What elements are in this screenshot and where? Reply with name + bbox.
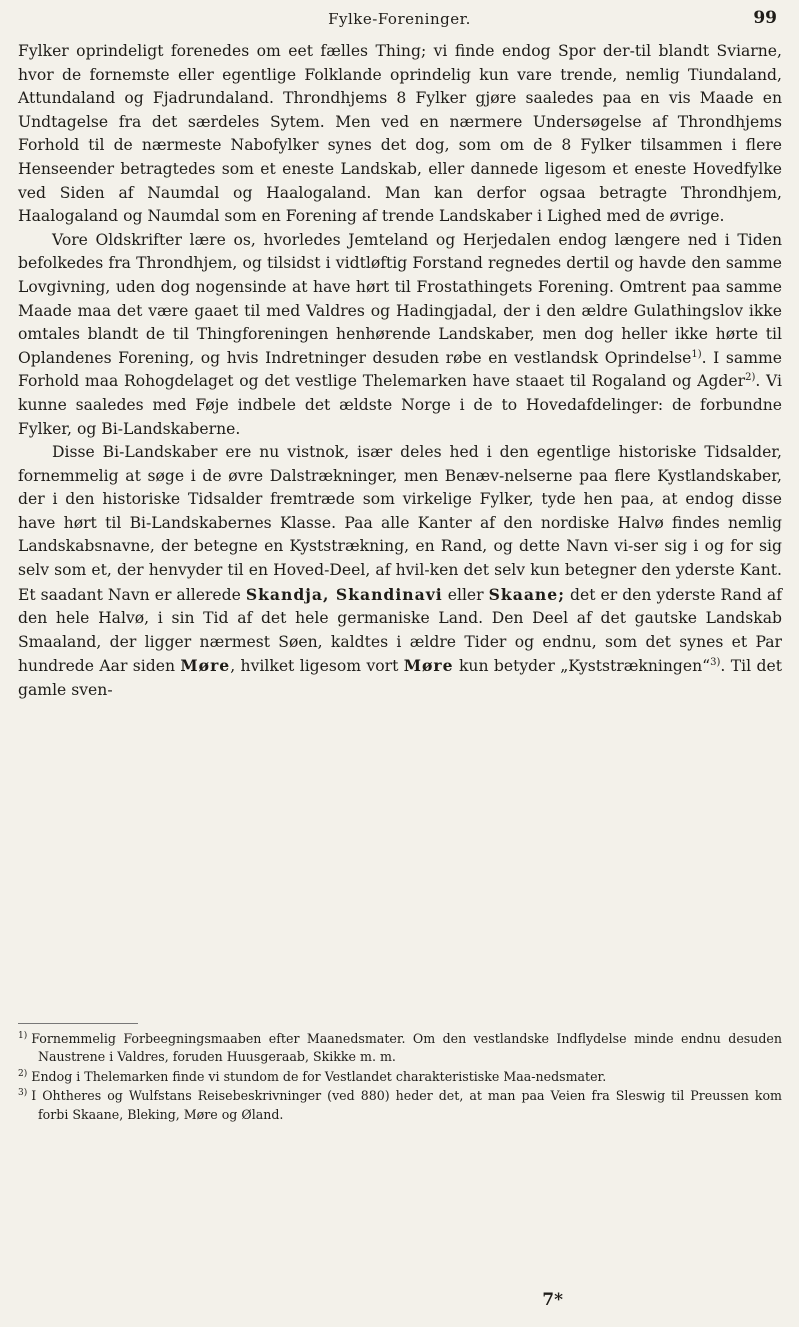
paragraph	[18, 40, 782, 229]
page-header	[0, 6, 799, 34]
footnote-text: Endog i Thelemarken finde vi stundom de for Vestlandet charakteristiske Maa-nedsmater.	[31, 1068, 607, 1084]
paragraph-text: , hvilket ligesom vort	[230, 657, 404, 676]
emphasized-term: Skandja, Skandinavi	[245, 584, 443, 604]
footnote-mark: 1)	[18, 1030, 28, 1041]
footnotes	[18, 1030, 782, 1125]
footnote-mark: 2)	[18, 1068, 28, 1079]
body-text	[18, 40, 782, 703]
paragraph-text: . Vi kunne saaledes med Føje indbele det ældste Norge i de to Hovedafdelinger: de forbundne Fylker, og Bi-Landskaberne.	[18, 372, 783, 438]
paragraph	[18, 441, 782, 703]
paragraph-text: Vore Oldskrifter lære os, hvorledes Jemteland og Herjedalen endog længere ned i Tiden befolkedes fra Throndhjem, og tilsidst i vidtløftig Forstand regnedes dertil og havde den samme Lovgivning, uden dog nogensinde at have hørt til Frostathingets Forening. Omtrent paa samme Maade maa det være gaaet til med Valdres og Hadingjadal, der i den ældre Gulathingslov ikke omtales blandt de til Thingforeningen henhørende Landskaber, men dog heller ikke hørte til Oplandenes Forening, og hvis Indretninger desuden røbe en vestlandsk Oprindelse	[18, 230, 782, 367]
footnote	[18, 1087, 782, 1124]
footnote	[18, 1068, 782, 1086]
footnote-divider	[18, 1023, 138, 1024]
footnote-reference: 2)	[745, 372, 756, 384]
paragraph-text: Fylker oprindeligt forenedes om eet fælles Thing; vi finde endog Spor der-til blandt Sviarne, hvor de fornemste eller egentlige Folklande oprindelig kun vare trende, nemlig Tiundaland, Attundaland og Fjadrundaland. Throndhjems 8 Fylker gjøre saaledes paa en vis Maade en Undtagelse fra det særdeles Sytem. Men ved en nærmere Undersøgelse af Throndhjems Forhold til de nærmeste Nabofylker synes det dog, som om de 8 Fylker tilsammen i flere Henseender betragtedes som et eneste Landskab, eller dannede ligesom et eneste Hovedfylke ved Siden af Naumdal og Haalogaland. Man kan derfor ogsaa betragte Throndhjem, Haalogaland og Naumdal som en Forening af trende Landskaber i Lighed med de øvrige.	[18, 42, 782, 226]
running-title: Fylke-Foreninger.	[328, 10, 471, 28]
paragraph-text: . Til det gamle sven-	[18, 657, 782, 700]
paragraph-text: eller	[442, 585, 489, 604]
paragraph-text: Disse Bi-Landskaber ere nu vistnok, især deles hed i den egentlige historiske Tidsalder, fornemmelig at søge i de øvre Dalstrækninger, men Benæv-nelserne paa flere Kystlandskaber, der i den historiske Tidsalder fremtræde som virkelige Fylker, tyde hen paa, at endog disse have hørt til Bi-Landskabernes Klasse. Paa alle Kanter af den nordiske Halvø findes nemlig Landskabsnavne, der betegne en Kyststrækning, en Rand, og dette Navn vi-ser sig i og for sig selv som et, der henvyder til en Hoved-Deel, af hvil-ken det selv kun betegner den yderste Kant. Et saadant Navn er allerede	[18, 443, 782, 604]
emphasized-term: Skaane;	[488, 584, 565, 604]
footnote	[18, 1030, 782, 1067]
footnote-reference: 1)	[691, 348, 702, 360]
paragraph-text: . I samme Forhold maa Rohogdelaget og det vestlige Thelemarken have staaet til Rogaland og Agder	[18, 348, 783, 391]
footnote-mark: 3)	[18, 1088, 28, 1099]
emphasized-term: Møre	[180, 656, 231, 676]
paragraph-text: kun betyder „Kyststrækningen“	[453, 657, 711, 676]
printer-signature: 7*	[542, 1290, 563, 1310]
page-number: 99	[753, 8, 777, 28]
footnote-text: Fornemmelig Forbeegningsmaaben efter Maanedsmater. Om den vestlandske Indflydelse minde endnu desuden Naustrene i Valdres, foruden Huusgeraab, Skikke m. m.	[31, 1031, 782, 1065]
footnote-reference: 3)	[710, 657, 721, 669]
emphasized-term: Møre	[403, 656, 454, 676]
paragraph	[18, 229, 782, 441]
footnote-text: I Ohtheres og Wulfstans Reisebeskrivninger (ved 880) heder det, at man paa Veien fra Sleswig til Preussen kom forbi Skaane, Bleking, Møre og Øland.	[31, 1088, 782, 1122]
paragraph-text: det er den yderste Rand af den hele Halvø, i sin Tid af det hele germaniske Land. Den Deel af det gautske Landskab Smaaland, der ligger nærmest Søen, kaldtes i ældre Tider og endnu, som det synes et Par hundrede Aar siden	[18, 585, 782, 676]
